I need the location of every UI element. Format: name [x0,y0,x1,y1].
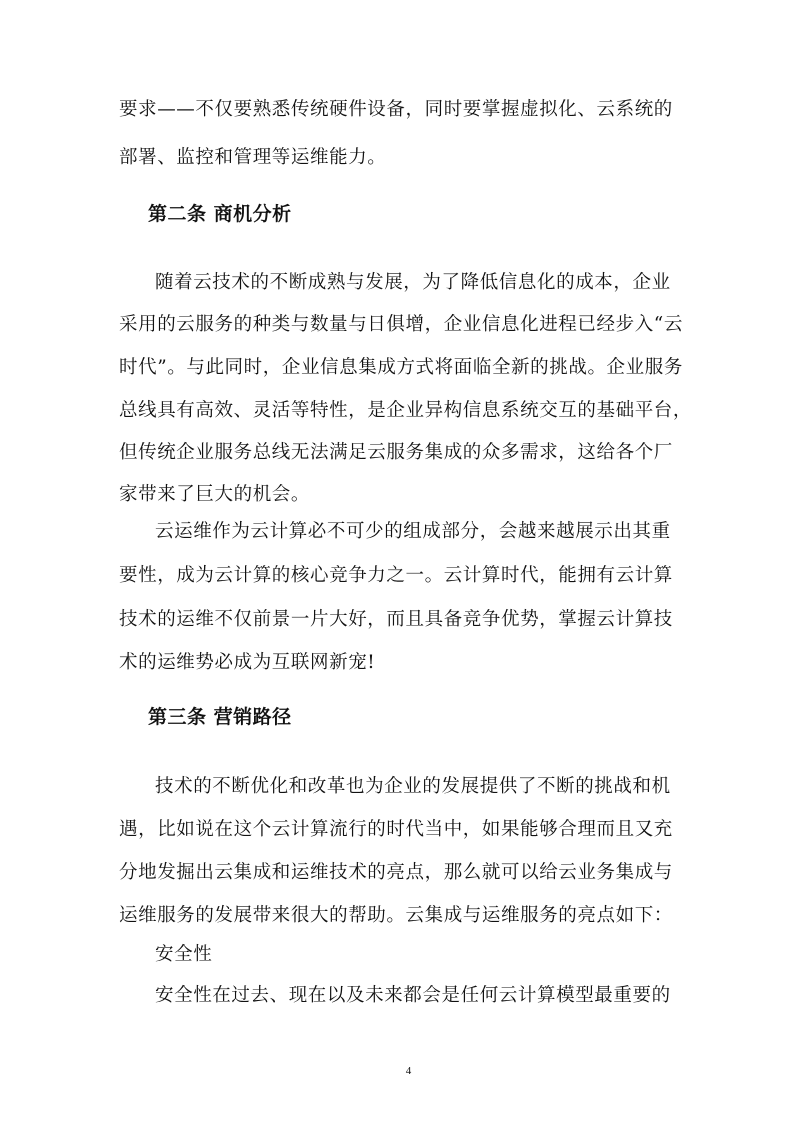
page-number: 4 [405,1065,412,1077]
subheading-security: 安全性 [155,944,213,965]
body-text-line: 家带来了巨大的机会。 [119,484,311,505]
body-text-line: 术的运维势必成为互联网新宠! [119,652,376,673]
body-text-line: 要性，成为云计算的核心竞争力之一。云计算时代，能拥有云计算 [119,565,673,586]
section-heading-opportunity-analysis: 第二条 商机分析 [148,203,292,225]
body-text-line: 技术的运维不仅前景一片大好，而且具备竞争优势，掌握云计算技 [119,609,673,630]
body-text-line: 遇，比如说在这个云计算流行的时代当中，如果能够合理而且又充 [119,819,673,840]
section-heading-marketing-path: 第三条 营销路径 [148,706,292,728]
body-text-line: 分地发掘出云集成和运维技术的亮点，那么就可以给云业务集成与 [119,862,673,883]
body-text-line: 采用的云服务的种类与数量与日俱增，企业信息化进程已经步入“云 [119,314,683,335]
body-text-line: 部署、监控和管理等运维能力。 [119,147,387,168]
body-text-line: 总线具有高效、灵活等特性，是企业异构信息系统交互的基础平台， [119,400,693,421]
body-text-line: 技术的不断优化和改革也为企业的发展提供了不断的挑战和机 [155,776,671,797]
body-text-line: 运维服务的发展带来很大的帮助。云集成与运维服务的亮点如下： [119,905,673,926]
body-text-line: 云运维作为云计算必不可少的组成部分，会越来越展示出其重 [155,521,671,542]
body-text-line: 时代”。与此同时，企业信息集成方式将面临全新的挑战。企业服务 [119,357,683,378]
body-text-line: 要求——不仅要熟悉传统硬件设备，同时要掌握虚拟化、云系统的 [119,99,673,120]
body-text-line: 安全性在过去、现在以及未来都会是任何云计算模型最重要的 [155,985,671,1006]
body-text-line: 但传统企业服务总线无法满足云服务集成的众多需求，这给各个厂 [119,442,673,463]
body-text-line: 随着云技术的不断成熟与发展，为了降低信息化的成本，企业 [155,272,671,293]
